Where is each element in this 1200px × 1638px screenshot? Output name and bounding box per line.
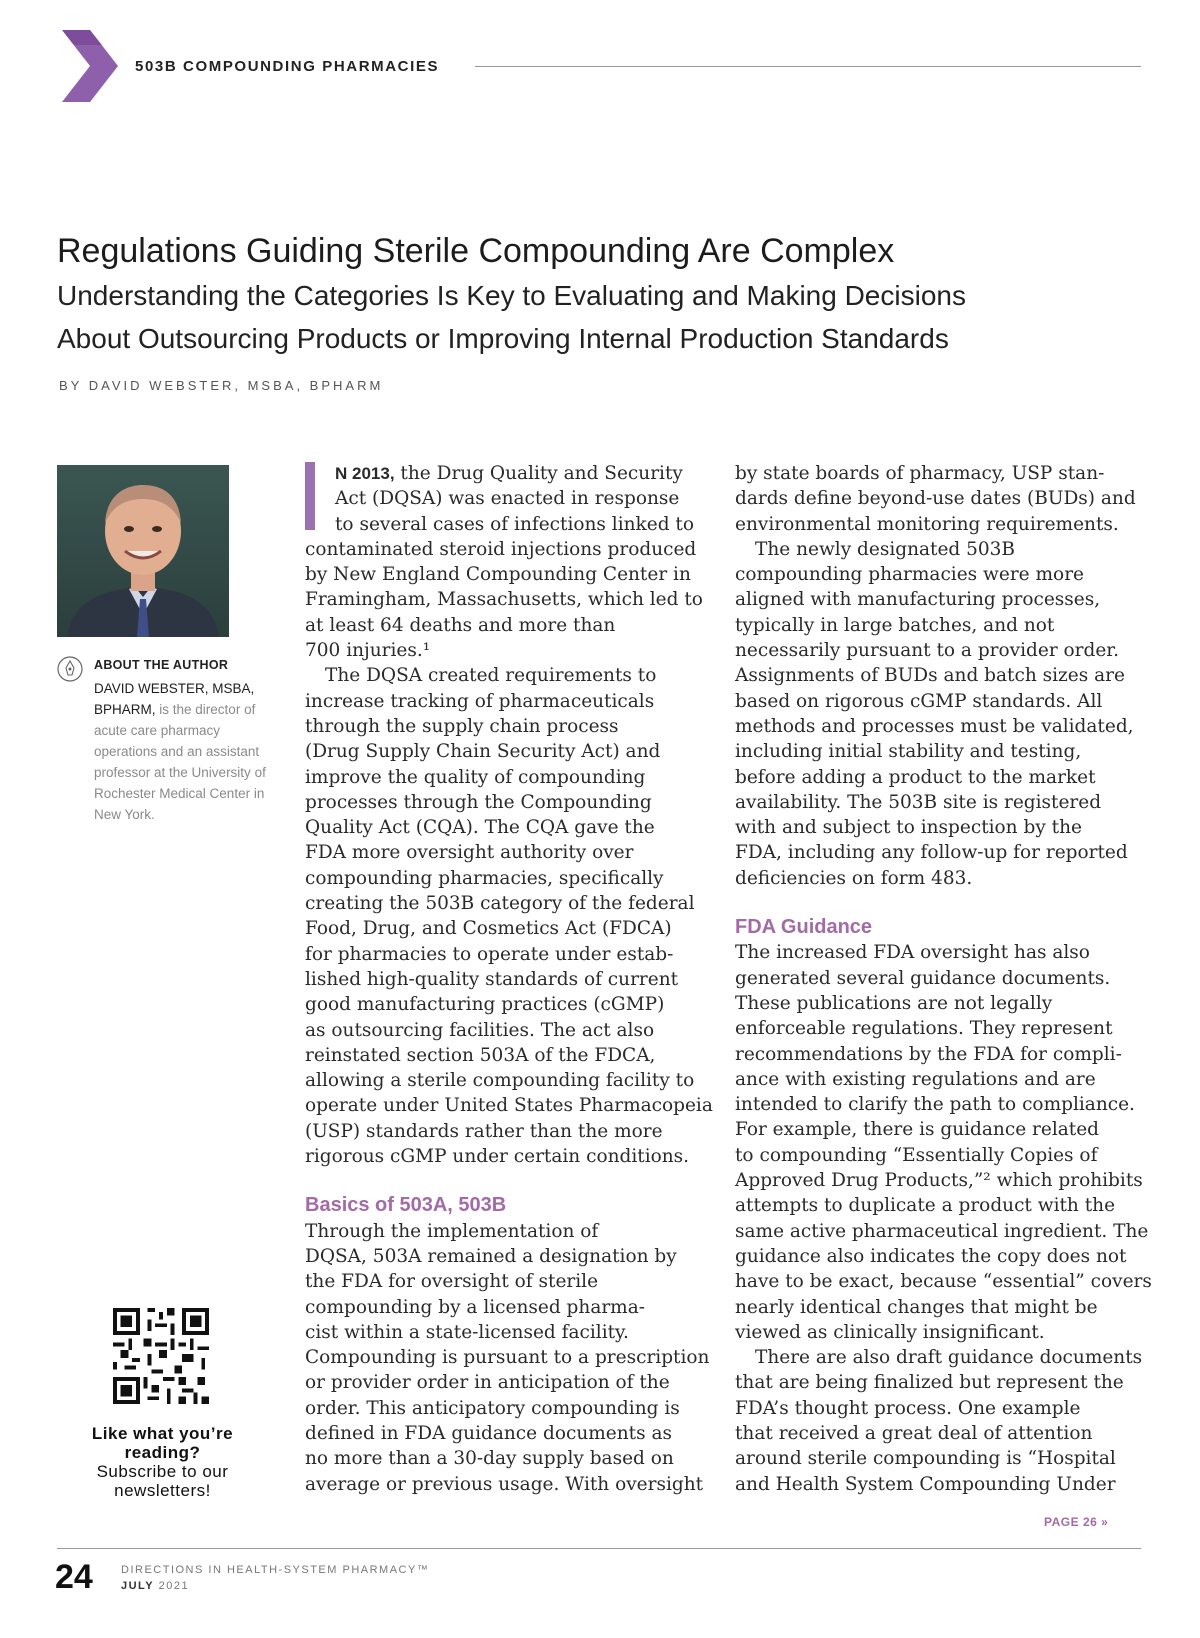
body-text-line: 700 injuries.¹ [305,640,431,662]
body-text-line: Compounding is pursuant to a prescription [305,1347,710,1369]
pen-nib-icon [57,656,83,682]
author-bio-text: is the director of acute care pharmacy operations and an assistant professor at the University of Rochester Medical Center in New York. [94,702,266,822]
body-text-line: attempts to duplicate a product with the [735,1195,1116,1217]
body-text-line: and Health System Compounding Under [735,1473,1116,1495]
body-text-line: good manufacturing practices (cGMP) [305,994,665,1016]
body-text-line: to compounding “Essentially Copies of [735,1144,1098,1166]
body-text-line: compounding pharmacies, specifically [305,867,664,889]
body-text-line: Approved Drug Products,”² which prohibits [735,1170,1143,1192]
body-text-line: based on rigorous cGMP standards. All [735,690,1103,712]
body-text-line: For example, there is guidance related [735,1119,1099,1141]
body-text-line: The DQSA created requirements to [325,665,657,687]
qr-code-icon[interactable] [113,1308,209,1404]
body-text-line: Food, Drug, and Cosmetics Act (FDCA) [305,918,672,940]
body-text-line: FDA more oversight authority over [305,842,634,864]
body-text-line: that received a great deal of attention [735,1422,1093,1444]
section-chevron-icon [62,30,118,102]
issue-year: 2021 [158,1580,190,1592]
body-text-line: average or previous usage. With oversight [305,1473,704,1495]
body-text-line: compounding by a licensed pharma- [305,1296,646,1318]
paragraph-gap [735,891,1145,915]
body-text-line: DQSA, 503A remained a designation by [305,1245,677,1267]
article-subtitle-line1: Understanding the Categories Is Key to Evaluating and Making Decisions [57,280,966,311]
body-text-line: ance with existing regulations and are [735,1068,1096,1090]
body-text-line: improve the quality of compounding [305,766,646,788]
body-text-line: These publications are not legally [735,992,1053,1014]
body-text-line: (USP) standards rather than the more [305,1120,663,1142]
body-text-line: FDA’s thought process. One example [735,1397,1081,1419]
body-text-line: The newly designated 503B [755,538,1016,560]
body-text-line: as outsourcing facilities. The act also [305,1019,655,1041]
body-text-line: have to be exact, because “essential” covers [735,1271,1152,1293]
body-text-line: dards define beyond-use dates (BUDs) and [735,488,1136,510]
newsletter-cta[interactable] [70,1424,255,1500]
body-text-line: at least 64 deaths and more than [305,614,616,636]
body-text-line: by state boards of pharmacy, USP stan- [735,463,1105,484]
body-text-line: necessarily pursuant to a provider order. [735,640,1120,662]
body-text-line: through the supply chain process [305,715,619,737]
body-text-line: nearly identical changes that might be [735,1296,1098,1318]
cta-subscribe[interactable]: Subscribe to our newsletters! [96,1462,229,1500]
publication-name: DIRECTIONS IN HEALTH-SYSTEM PHARMACY™ [121,1564,430,1576]
body-text-line: aligned with manufacturing processes, [735,589,1101,611]
body-text-line: methods and processes must be validated, [735,715,1134,737]
body-text-line: for pharmacies to operate under estab- [305,943,674,965]
body-text-line: around sterile compounding is “Hospital [735,1448,1116,1470]
body-text-line: Through the implementation of [305,1220,599,1242]
body-text-line: typically in large batches, and not [735,614,1055,636]
body-text-line: by New England Compounding Center in [305,564,691,586]
body-text-line: lished high-quality standards of current [305,968,679,990]
body-text-line: processes through the Compounding [305,791,652,813]
body-text-line: FDA, including any follow-up for reported [735,842,1128,864]
body-text-line: contaminated steroid injections produced [305,538,697,560]
body-text-line: deficiencies on form 483. [735,867,973,889]
body-text-line: including initial stability and testing, [735,741,1082,763]
body-text-line: viewed as clinically insignificant. [735,1321,1045,1343]
author-bio [94,678,269,825]
body-text-line: enforceable regulations. They represent [735,1018,1113,1040]
body-text-line: guidance also indicates the copy does not [735,1245,1127,1267]
page-number: 24 [55,1558,93,1596]
body-text-line: before adding a product to the market [735,766,1096,788]
body-text-line: (Drug Supply Chain Security Act) and [305,741,661,763]
body-text-line: to several cases of infections linked to [335,513,695,535]
cta-headline: Like what you’re reading? [91,1424,234,1462]
issue-month: JULY [121,1580,155,1592]
body-text-line: order. This anticipatory compounding is [305,1397,680,1419]
header-rule [475,66,1141,67]
paragraph-gap [305,1169,713,1193]
body-text-line: environmental monitoring requirements. [735,513,1119,535]
body-text-line: defined in FDA guidance documents as [305,1422,672,1444]
body-column-1 [305,461,713,1497]
body-text-line: recommendations by the FDA for compli- [735,1043,1122,1065]
body-text-line: availability. The 503B site is registered [735,791,1102,813]
body-text-line: Framingham, Massachusetts, which led to [305,589,703,611]
article-subtitle-line2: About Outsourcing Products or Improving Internal Production Standards [57,323,949,354]
body-text-line: cist within a state-licensed facility. [305,1321,629,1343]
byline: BY DAVID WEBSTER, MSBA, BPHARM [59,378,384,393]
body-text-line: with and subject to inspection by the [735,817,1082,839]
body-text-line: reinstated section 503A of the FDCA, [305,1044,656,1066]
footer-rule [57,1548,1141,1549]
body-text-line: same active pharmaceutical ingredient. The [735,1220,1149,1242]
body-text-line: or provider order in anticipation of the [305,1372,670,1394]
about-author-heading: ABOUT THE AUTHOR [94,658,229,672]
body-text-line: compounding pharmacies were more [735,564,1084,586]
issue-date [121,1580,189,1592]
body-text-line: Assignments of BUDs and batch sizes are [735,665,1125,687]
lead-in-text: N 2013, [335,464,395,483]
section-heading: FDA Guidance [735,916,873,939]
body-text-line: operate under United States Pharmacopeia [305,1095,713,1117]
body-text-line: allowing a sterile compounding facility to [305,1070,695,1092]
body-text-line: creating the 503B category of the federal [305,893,695,915]
author-name: DAVID WEBSTER, MSBA, BPHARM, [94,681,255,717]
body-text-line: that are being finalized but represent the [735,1372,1124,1394]
article-title: Regulations Guiding Sterile Compounding Are Complex [57,232,895,270]
body-text-line: generated several guidance documents. [735,967,1111,989]
body-text-line: Act (DQSA) was enacted in response [335,488,680,510]
body-text-line: There are also draft guidance documents [755,1347,1143,1369]
body-text-line: increase tracking of pharmaceuticals [305,690,655,712]
section-label: 503B COMPOUNDING PHARMACIES [135,58,440,75]
body-text-line: The increased FDA oversight has also [735,942,1090,964]
body-text-line: no more than a 30-day supply based on [305,1448,674,1470]
body-column-2 [735,461,1152,1497]
section-heading: Basics of 503A, 503B [305,1194,507,1217]
body-text-line: Quality Act (CQA). The CQA gave the [305,817,655,839]
body-text-line [305,461,713,486]
continued-page-link[interactable]: PAGE 26 » [1044,1515,1109,1529]
body-text-line: intended to clarify the path to compliance. [735,1094,1135,1116]
body-text-line: rigorous cGMP under certain conditions. [305,1146,690,1168]
lead-in-rest: the Drug Quality and Security [394,463,683,484]
body-text-line: the FDA for oversight of sterile [305,1271,599,1293]
author-photo [57,465,229,637]
